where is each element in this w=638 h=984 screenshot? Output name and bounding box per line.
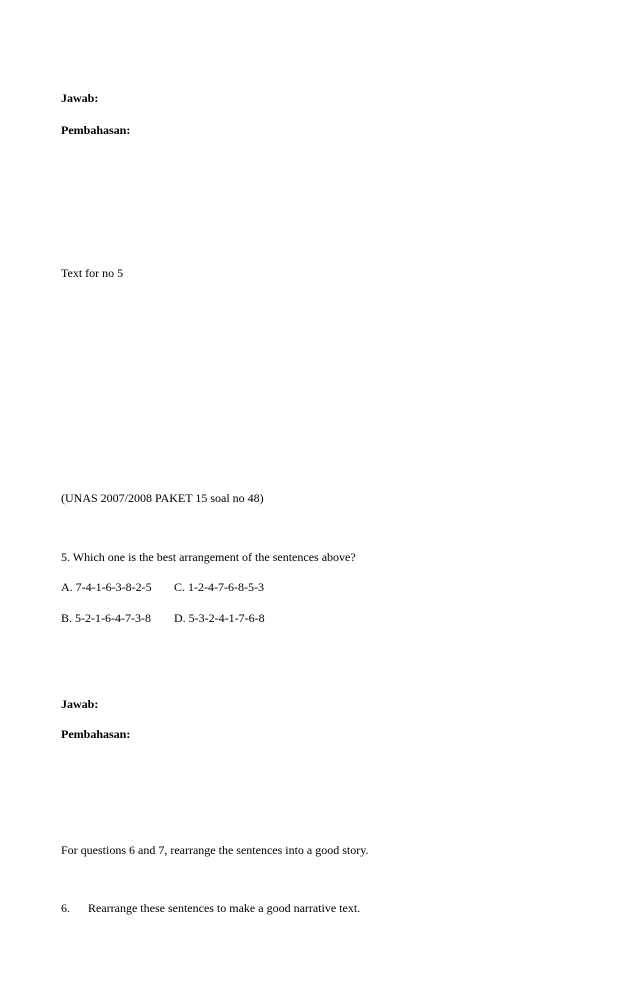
instruction-text: For questions 6 and 7, rearrange the sentences into a good story. [61, 843, 369, 857]
question-5-options-row-2 [61, 611, 265, 625]
option-a: A. 7-4-1-6-3-8-2-5 [61, 580, 152, 594]
jawab-label-2: Jawab: [61, 697, 99, 711]
question-5-prompt: 5. Which one is the best arrangement of the sentences above? [61, 550, 356, 564]
jawab-label-1: Jawab: [61, 91, 99, 105]
pembahasan-label-2: Pembahasan: [61, 727, 131, 741]
option-c: C. 1-2-4-7-6-8-5-3 [174, 580, 264, 594]
text-for-no5-heading: Text for no 5 [61, 266, 124, 280]
source-reference: (UNAS 2007/2008 PAKET 15 soal no 48) [61, 491, 264, 505]
pembahasan-label-1: Pembahasan: [61, 123, 131, 137]
question-6 [61, 901, 360, 915]
option-d: D. 5-3-2-4-1-7-6-8 [174, 611, 265, 625]
question-5-options-row-1 [61, 580, 264, 594]
question-6-number: 6. [61, 901, 70, 915]
option-b: B. 5-2-1-6-4-7-3-8 [61, 611, 151, 625]
question-6-text: Rearrange these sentences to make a good narrative text. [88, 901, 361, 915]
